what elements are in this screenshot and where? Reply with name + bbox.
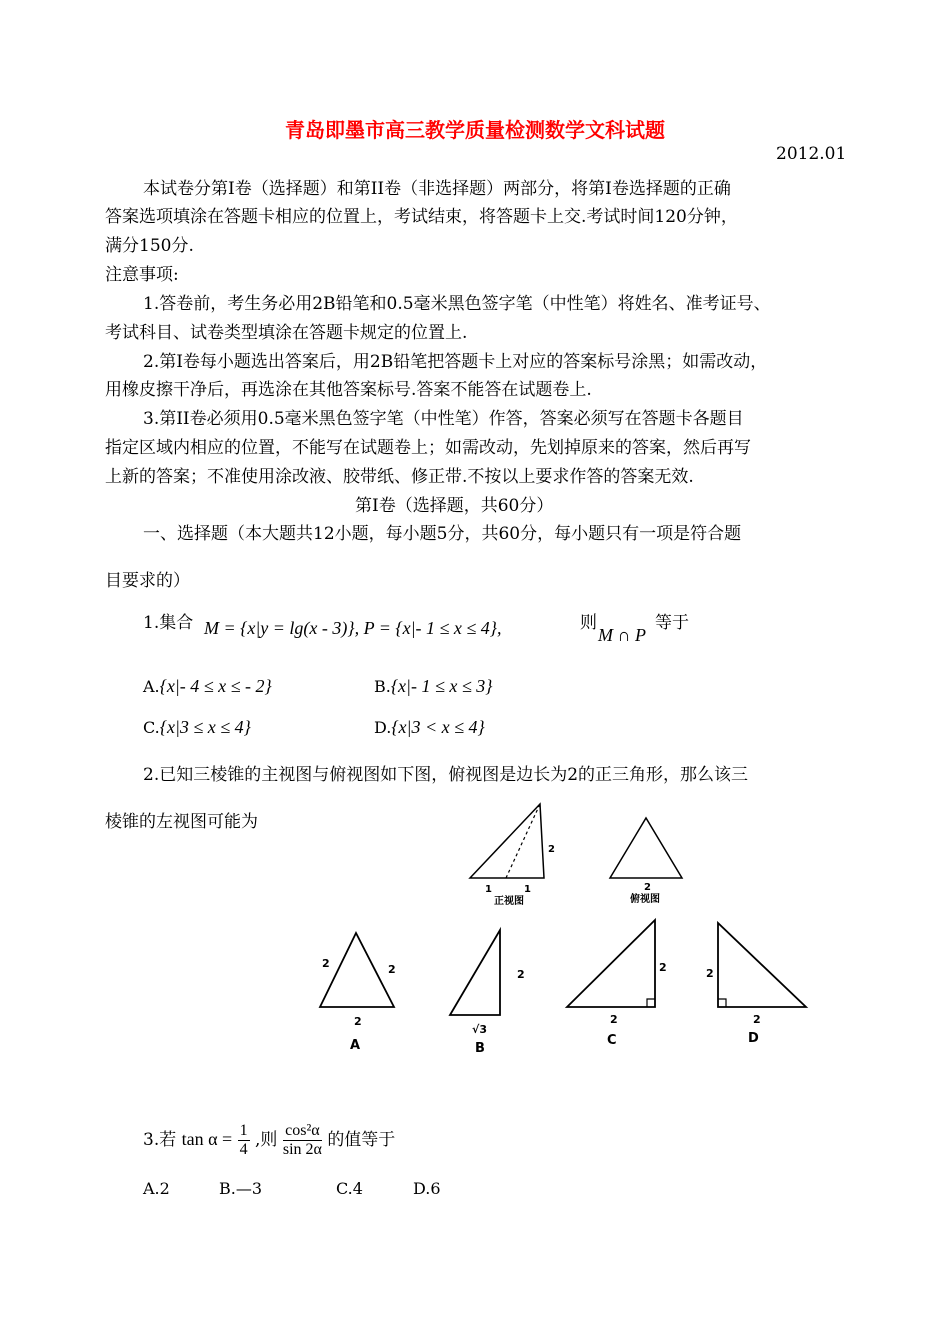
choice-c-triangle (567, 920, 655, 1007)
fraction-denominator: sin 2α (282, 1141, 322, 1158)
section-title: 第Ⅰ卷（选择题，共60分） (355, 496, 554, 516)
top-view-triangle (610, 818, 682, 878)
top-dim: 2 (644, 882, 651, 893)
front-view-triangle (470, 804, 544, 878)
front-view-label: 正视图 (494, 896, 524, 907)
choice-c-letter: C (607, 1033, 617, 1048)
option-value: 4 (352, 1179, 363, 1198)
q3-fraction-expression (283, 1122, 322, 1159)
choice-a-dim-right: 2 (388, 963, 396, 976)
q3-option-d (413, 1179, 441, 1198)
notice-heading: 注意事项: (105, 265, 179, 285)
option-expr: {x|3 ≤ x ≤ 4} (159, 717, 251, 737)
q1-option-c (143, 717, 251, 738)
choice-c-dim-height: 2 (659, 961, 667, 974)
choice-d-right-angle-mark (718, 999, 726, 1007)
front-dim-right: 1 (524, 884, 531, 895)
exam-date: 2012.01 (776, 144, 847, 164)
choice-b-dim-height: 2 (517, 968, 525, 981)
top-view-label: 俯视图 (630, 894, 660, 905)
front-view-hidden-edge (506, 804, 540, 878)
option-expr: {x|3 < x ≤ 4} (391, 717, 485, 737)
q1-option-a (143, 676, 272, 697)
fraction-numerator: cos²α (283, 1122, 322, 1141)
option-label: B. (219, 1179, 236, 1198)
notice-line: 上新的答案；不准使用涂改液、胶带纸、修正带.不按以上要求作答的答案无效. (105, 467, 694, 487)
choice-d-dim-bottom: 2 (753, 1013, 761, 1026)
q3-option-a (143, 1179, 170, 1198)
q1-option-b (374, 676, 492, 697)
q1-suffix: 等于 (655, 613, 689, 633)
q3-line (143, 1122, 395, 1159)
choice-a-dim-bottom: 2 (354, 1015, 362, 1028)
choice-a-letter: A (350, 1038, 361, 1053)
page-title: 青岛即墨市高三教学质量检测数学文科试题 (285, 118, 665, 142)
option-value: 6 (430, 1179, 441, 1198)
option-label: B. (374, 677, 391, 696)
choice-c-right-angle-mark (647, 999, 655, 1007)
choice-c-dim-bottom: 2 (610, 1013, 618, 1026)
q1-prefix: 1.集合 (143, 613, 194, 633)
intro-line-2: 答案选项填涂在答题卡相应的位置上，考试结束，将答题卡上交.考试时间120分钟， (105, 207, 738, 227)
fraction-denominator: 4 (239, 1141, 248, 1158)
notice-line: 2.第Ⅰ卷每小题选出答案后，用2B铅笔把答题卡上对应的答案标号涂黑；如需改动， (143, 352, 768, 372)
q3-fraction-quarter (238, 1122, 250, 1159)
front-dim-height: 2 (548, 844, 555, 855)
choice-d-dim-height: 2 (706, 967, 714, 980)
q2-figure-views (460, 800, 700, 910)
notice-line: 考试科目、试卷类型填涂在答题卡规定的位置上. (105, 323, 468, 343)
option-expr: {x|- 4 ≤ x ≤ - 2} (159, 676, 272, 696)
option-expr: {x|- 1 ≤ x ≤ 3} (390, 676, 493, 696)
option-label: A. (143, 1179, 160, 1198)
q2-figure-choices (310, 915, 810, 1060)
q1-set-expression: M = {x|y = lg(x - 3)}, P = {x|- 1 ≤ x ≤ 4}, (204, 618, 502, 638)
q3-mid: ,则 (255, 1130, 278, 1150)
option-value: 2 (159, 1179, 170, 1198)
choice-b-triangle (450, 930, 500, 1015)
q3-condition-lhs: tan α = (181, 1129, 233, 1149)
q3-option-b (219, 1179, 262, 1198)
notice-line: 1.答卷前，考生务必用2B铅笔和0.5毫米黑色签字笔（中性笔）将姓名、准考证号、 (143, 294, 771, 314)
q3-prefix: 3.若 (143, 1130, 177, 1150)
section-desc-line-2: 目要求的） (105, 571, 190, 591)
q3-suffix: 的值等于 (327, 1130, 396, 1150)
notice-line: 指定区域内相应的位置，不能写在试题卷上；如需改动，先划掉原来的答案，然后再写 (105, 438, 751, 458)
option-label: D. (374, 718, 392, 737)
q3-option-c (336, 1179, 363, 1198)
choice-a-dim-left: 2 (322, 957, 330, 970)
q2-line-2: 棱锥的左视图可能为 (105, 812, 258, 832)
choice-a-triangle (320, 933, 394, 1007)
notice-line: 用橡皮擦干净后，再选涂在其他答案标号.答案不能答在试题卷上. (105, 380, 592, 400)
section-desc-line-1: 一、选择题（本大题共12小题，每小题5分，共60分，每小题只有一项是符合题 (143, 524, 742, 544)
choice-d-triangle (718, 923, 806, 1007)
option-value: —3 (235, 1179, 263, 1198)
intro-line-3: 满分150分. (105, 236, 194, 256)
q2-line-1: 2.已知三棱锥的主视图与俯视图如下图，俯视图是边长为2的正三角形，那么该三 (143, 765, 749, 785)
option-label: D. (413, 1179, 431, 1198)
choice-b-dim-bottom: √3 (472, 1023, 487, 1036)
q1-intersection: M ∩ P (598, 625, 646, 645)
front-dim-left: 1 (485, 884, 492, 895)
choice-b-letter: B (475, 1041, 485, 1056)
choice-d-letter: D (748, 1031, 759, 1046)
q1-option-d (374, 717, 485, 738)
notice-line: 3.第II卷必须用0.5毫米黑色签字笔（中性笔）作答，答案必须写在答题卡各题目 (143, 409, 744, 429)
option-label: A. (143, 677, 160, 696)
intro-line-1: 本试卷分第Ⅰ卷（选择题）和第II卷（非选择题）两部分，将第Ⅰ卷选择题的正确 (143, 179, 731, 199)
fraction-numerator: 1 (239, 1122, 248, 1139)
q1-mid: 则 (580, 613, 597, 633)
option-label: C. (143, 718, 160, 737)
option-label: C. (336, 1179, 353, 1198)
